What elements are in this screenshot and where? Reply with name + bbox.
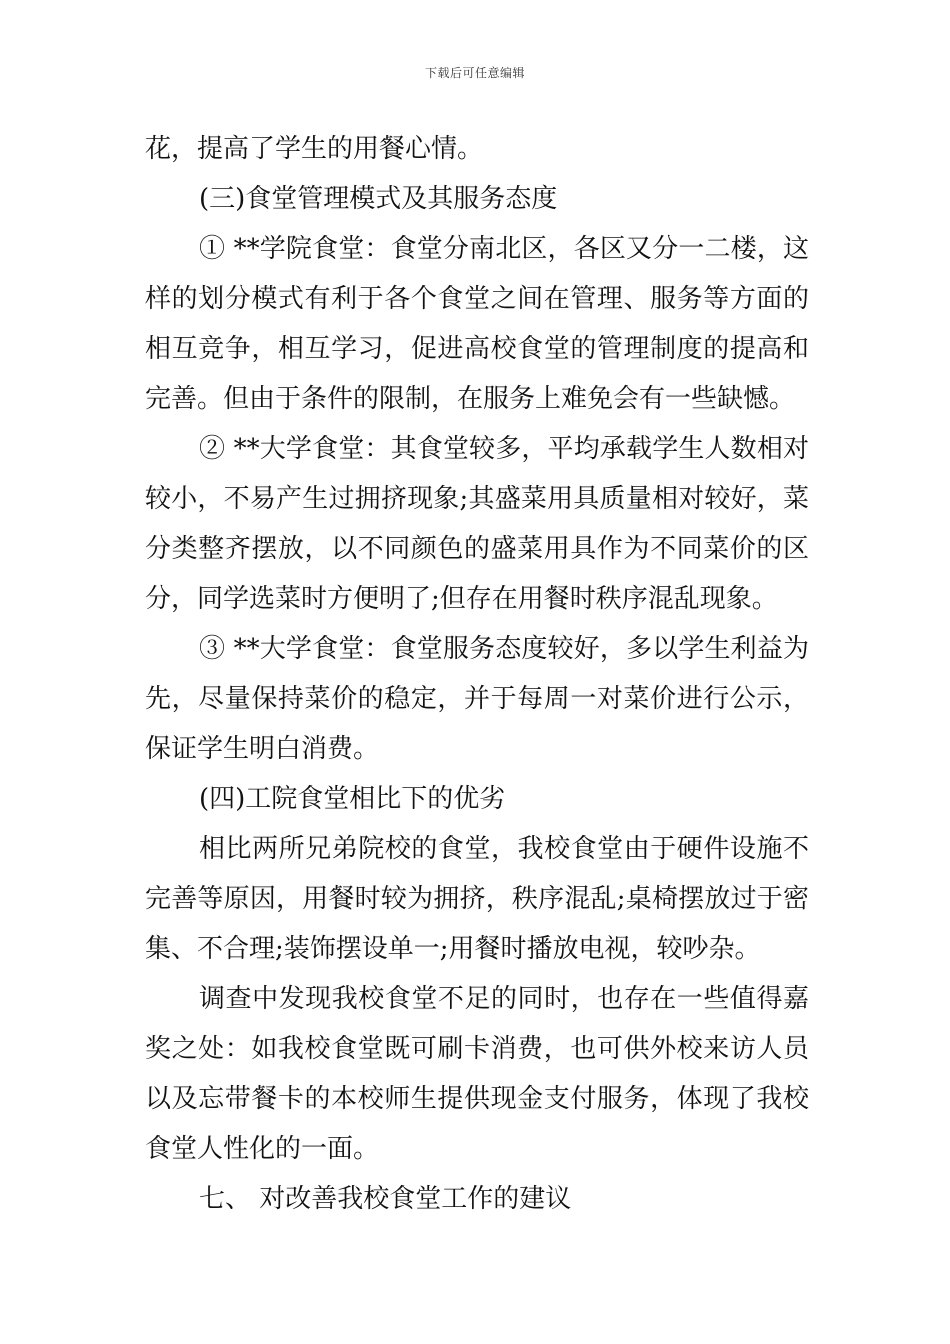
text-line: 七、 对改善我校食堂工作的建议 — [199, 1184, 572, 1214]
text-line: 完善。但由于条件的限制，在服务上难免会有一些缺憾。 — [145, 384, 796, 414]
text-line: (三)食堂管理模式及其服务态度 — [199, 184, 558, 214]
text-line: 食堂人性化的一面。 — [145, 1134, 380, 1164]
text-line: 较小，不易产生过拥挤现象;其盛菜用具质量相对较好，菜 — [145, 484, 809, 514]
text-line: ③ **大学食堂：食堂服务态度较好，多以学生利益为 — [199, 634, 809, 664]
page-header: 下载后可任意编辑 — [424, 66, 525, 80]
text-line: 奖之处：如我校食堂既可刷卡消费，也可供外校来访人员 — [145, 1034, 809, 1064]
text-line: 分类整齐摆放，以不同颜色的盛菜用具作为不同菜价的区 — [145, 534, 809, 564]
text-line: 保证学生明白消费。 — [145, 734, 380, 764]
text-line: 花，提高了学生的用餐心情。 — [145, 134, 484, 164]
text-line: 相比两所兄弟院校的食堂，我校食堂由于硬件设施不 — [199, 834, 809, 864]
text-line: 样的划分模式有利于各个食堂之间在管理、服务等方面的 — [145, 284, 809, 314]
text-line: 完善等原因，用餐时较为拥挤，秩序混乱;桌椅摆放过于密 — [145, 884, 809, 914]
text-line: 调查中发现我校食堂不足的同时，也存在一些值得嘉 — [199, 984, 809, 1014]
text-line: (四)工院食堂相比下的优劣 — [199, 784, 506, 814]
text-line: 先，尽量保持菜价的稳定，并于每周一对菜价进行公示， — [145, 684, 809, 714]
text-line: 集、不合理;装饰摆设单一;用餐时播放电视，较吵杂。 — [145, 934, 761, 964]
text-line: ② **大学食堂：其食堂较多，平均承载学生人数相对 — [199, 434, 809, 464]
text-line: 以及忘带餐卡的本校师生提供现金支付服务，体现了我校 — [145, 1084, 809, 1114]
document-body — [145, 124, 809, 1224]
text-line: 相互竞争，相互学习，促进高校食堂的管理制度的提高和 — [145, 334, 809, 364]
text-line: 分，同学选菜时方便明了;但存在用餐时秩序混乱现象。 — [145, 584, 778, 614]
text-line: ① **学院食堂：食堂分南北区，各区又分一二楼，这 — [199, 234, 809, 264]
